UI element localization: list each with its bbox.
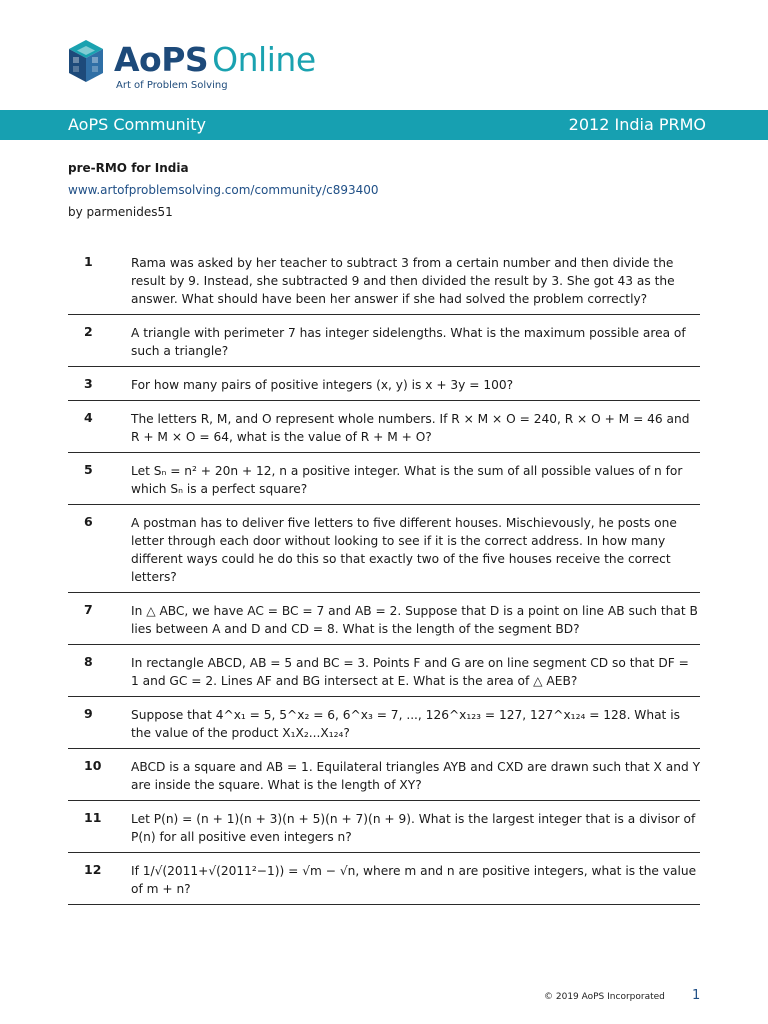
problem-item <box>68 801 700 853</box>
problem-text: For how many pairs of positive integers (x, y) is x + 3y = 100? <box>131 378 514 392</box>
problem-number: 11 <box>84 810 102 825</box>
problem-number: 4 <box>84 410 93 425</box>
problem-text: If 1/√(2011+√(2011²−1)) = √m − √n, where m and n are positive integers, what is the value of m + n? <box>131 864 697 896</box>
problem-number: 6 <box>84 514 93 529</box>
problem-item <box>68 401 700 453</box>
problem-number: 7 <box>84 602 93 617</box>
problem-item <box>68 250 700 315</box>
problem-text: Let P(n) = (n + 1)(n + 3)(n + 5)(n + 7)(n + 9). What is the largest integer that is a divisor of P(n) for all positive even integers n? <box>131 812 696 844</box>
community-label[interactable]: AoPS Community <box>68 115 206 134</box>
contest-title: 2012 India PRMO <box>568 115 706 134</box>
problem-item <box>68 853 700 905</box>
header-bar <box>0 110 768 140</box>
brand-name-light: Online <box>212 40 316 79</box>
problem-item <box>68 593 700 645</box>
problem-item <box>68 315 700 367</box>
problem-text: In △ ABC, we have AC = BC = 7 and AB = 2. Suppose that D is a point on line AB such that B lies between A and D and CD = 8. What is the length of the segment BD? <box>131 604 698 636</box>
problem-text: The letters R, M, and O represent whole numbers. If R × M × O = 240, R × O + M = 46 and R + M × O = 64, what is the value of R + M + O? <box>131 412 690 444</box>
problem-item <box>68 453 700 505</box>
page-number: 1 <box>692 988 701 1003</box>
problem-text: Suppose that 4^x₁ = 5, 5^x₂ = 6, 6^x₃ = 7, ..., 126^x₁₂₃ = 127, 127^x₁₂₄ = 128. What is the value of the product X₁X₂...X₁₂₄? <box>131 708 680 740</box>
brand-name <box>114 38 316 82</box>
problem-number: 3 <box>84 376 93 391</box>
problem-text: Let Sₙ = n² + 20n + 12, n a positive integer. What is the sum of all possible values of n for which Sₙ is a perfect square? <box>131 464 683 496</box>
problem-number: 10 <box>84 758 102 773</box>
collection-url-link[interactable]: www.artofproblemsolving.com/community/c893400 <box>68 183 379 197</box>
problem-item <box>68 749 700 801</box>
brand-tagline: Art of Problem Solving <box>116 80 228 91</box>
problem-item <box>68 645 700 697</box>
problem-text: In rectangle ABCD, AB = 5 and BC = 3. Points F and G are on line segment CD so that DF = 1 and GC = 2. Lines AF and BG intersect at E. What is the area of △ AEB? <box>131 656 689 688</box>
problem-list <box>68 250 700 905</box>
problem-text: A triangle with perimeter 7 has integer sidelengths. What is the maximum possible area of such a triangle? <box>131 326 686 358</box>
brand-name-bold: AoPS <box>114 40 209 79</box>
problem-number: 2 <box>84 324 93 339</box>
problem-item <box>68 505 700 593</box>
problem-number: 9 <box>84 706 93 721</box>
problem-number: 5 <box>84 462 93 477</box>
collection-meta <box>68 157 379 223</box>
problem-number: 1 <box>84 254 93 269</box>
problem-number: 12 <box>84 862 102 877</box>
collection-author: by parmenides51 <box>68 205 173 219</box>
footer-copyright: © 2019 AoPS Incorporated <box>544 992 665 1002</box>
problem-item <box>68 367 700 401</box>
problem-text: A postman has to deliver five letters to five different houses. Mischievously, he posts one letter through each door without looking to see if it is the correct address. In how many different ways could he do this so that exactly two of the five houses receive the correct letters? <box>131 516 677 584</box>
problem-text: Rama was asked by her teacher to subtract 3 from a certain number and then divide the result by 9. Instead, she subtracted 9 and then divided the result by 3. She got 43 as the answer. What should have been her answer if she had solved the problem correctly? <box>131 256 675 306</box>
problem-number: 8 <box>84 654 93 669</box>
problem-text: ABCD is a square and AB = 1. Equilateral triangles AYB and CXD are drawn such that X and Y are inside the square. What is the length of XY? <box>131 760 701 792</box>
collection-title: pre-RMO for India <box>68 161 189 175</box>
aops-logo[interactable] <box>66 38 326 92</box>
aops-cube-logo-icon <box>66 38 106 84</box>
problem-item <box>68 697 700 749</box>
